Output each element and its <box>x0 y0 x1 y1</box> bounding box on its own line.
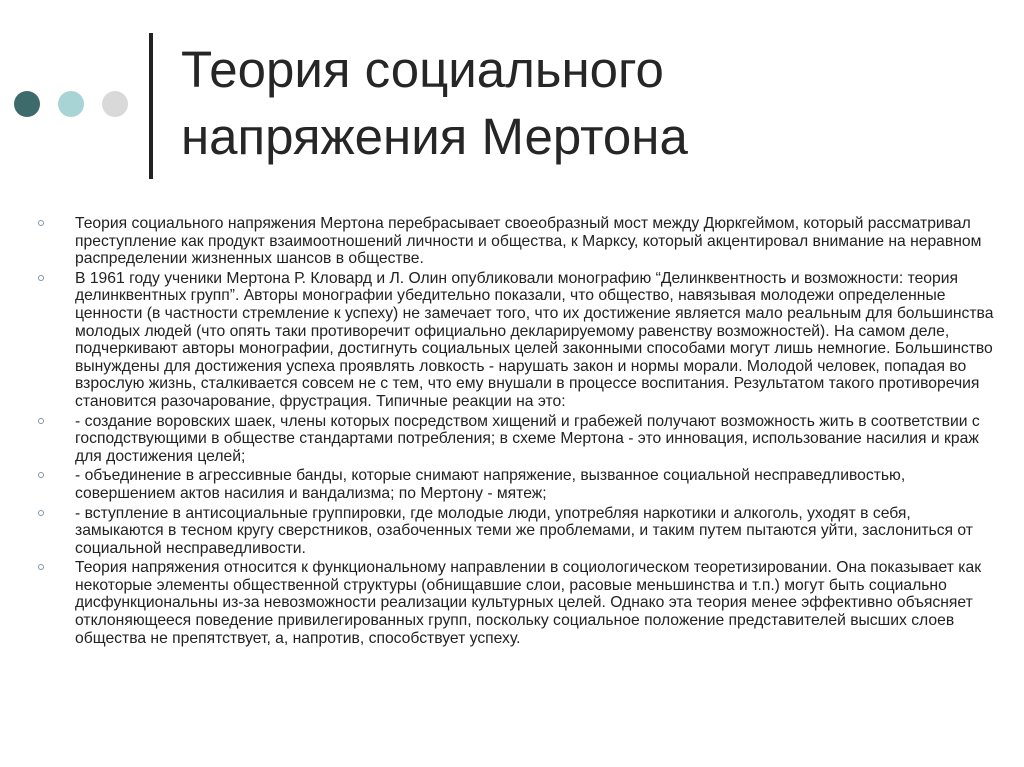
bullet-ring-icon <box>38 564 44 570</box>
title-divider <box>149 33 153 179</box>
bullet-ring-icon <box>38 418 44 424</box>
paragraph-text: Теория напряжения относится к функциональному направлении в социологическом теоретизировании. Она показывает как некоторые элементы общественной структуры (обнищавшие слои, расовые меньшинства и т.п.) могут быть социально дисфункциональны из-за невозможности реализации культурных целей. Однако эта теория менее эффективно объясняет отклоняющееся поведение привилегированных групп, поскольку социальное положение представителей высших слоев общества не препятствует, а, напротив, способствует успеху. <box>75 559 982 647</box>
bullet-ring-icon <box>38 275 44 281</box>
paragraph-text: - объединение в агрессивные банды, которые снимают напряжение, вызванное социальной несправедливостью, совершением актов насилия и вандализма; по Мертону - мятеж; <box>75 467 906 502</box>
bullet-paragraph-1 <box>36 215 996 268</box>
bullet-paragraph-6 <box>36 559 996 647</box>
slide-title-line-2: напряжения Мертона <box>181 108 688 165</box>
bullet-paragraph-3 <box>36 413 996 466</box>
bullet-paragraph-2 <box>36 270 996 411</box>
bullet-ring-icon <box>38 220 44 226</box>
bullet-paragraph-4 <box>36 467 996 502</box>
bullet-ring-icon <box>38 472 44 478</box>
paragraph-text: - вступление в антисоциальные группировки, где молодые люди, употребляя наркотики и алкоголь, уходят в себя, замыкаются в тесном кругу сверстников, озабоченных теми же проблемами, и таким путем пытаются уйти, заслониться от социальной несправедливости. <box>75 504 973 557</box>
slide-title <box>181 36 981 170</box>
paragraph-text: Теория социального напряжения Мертона перебрасывает своеобразный мост между Дюркгеймом, который рассматривал преступление как продукт взаимоотношений личности и общества, к Марксу, который акцентировал внимание на неравном распределении жизненных шансов в обществе. <box>75 215 982 268</box>
dot-gray-icon <box>102 91 128 117</box>
bullet-paragraph-5 <box>36 505 996 558</box>
dot-light-teal-icon <box>58 91 84 117</box>
slide-title-line-1: Теория социального <box>181 41 664 98</box>
body-bullet-list <box>36 215 996 649</box>
paragraph-text: - создание воровских шаек, члены которых посредством хищений и грабежей получают возможность жить в соответствии с господствующими в обществе стандартами потребления; в схеме Мертона - это инновация, использование насилия и краж для достижения целей; <box>75 412 980 465</box>
bullet-ring-icon <box>38 510 44 516</box>
dot-dark-teal-icon <box>14 91 40 117</box>
paragraph-text: В 1961 году ученики Мертона Р. Кловард и Л. Олин опубликовали монографию “Делинквентность и возможности: теория делинквентных групп”. Авторы монографии убедительно показали, что общество, навязывая молодежи определенные ценности (в частности стремление к успеху) не замечает того, что их достижение является мало реальным для большинства молодых людей (что опять таки противоречит официально декларируемому равенству возможностей). На самом деле, подчеркивают авторы монографии, достигнуть социальных целей законными способами могут лишь немногие. Большинство вынуждены для достижения успеха проявлять ловкость - нарушать закон и нормы морали. Молодой человек, попадая во взрослую жизнь, сталкивается совсем не с тем, что ему внушали в процессе воспитания. Результатом такого противоречия становится разочарование, фрустрация. Типичные реакции на это: <box>75 269 994 410</box>
